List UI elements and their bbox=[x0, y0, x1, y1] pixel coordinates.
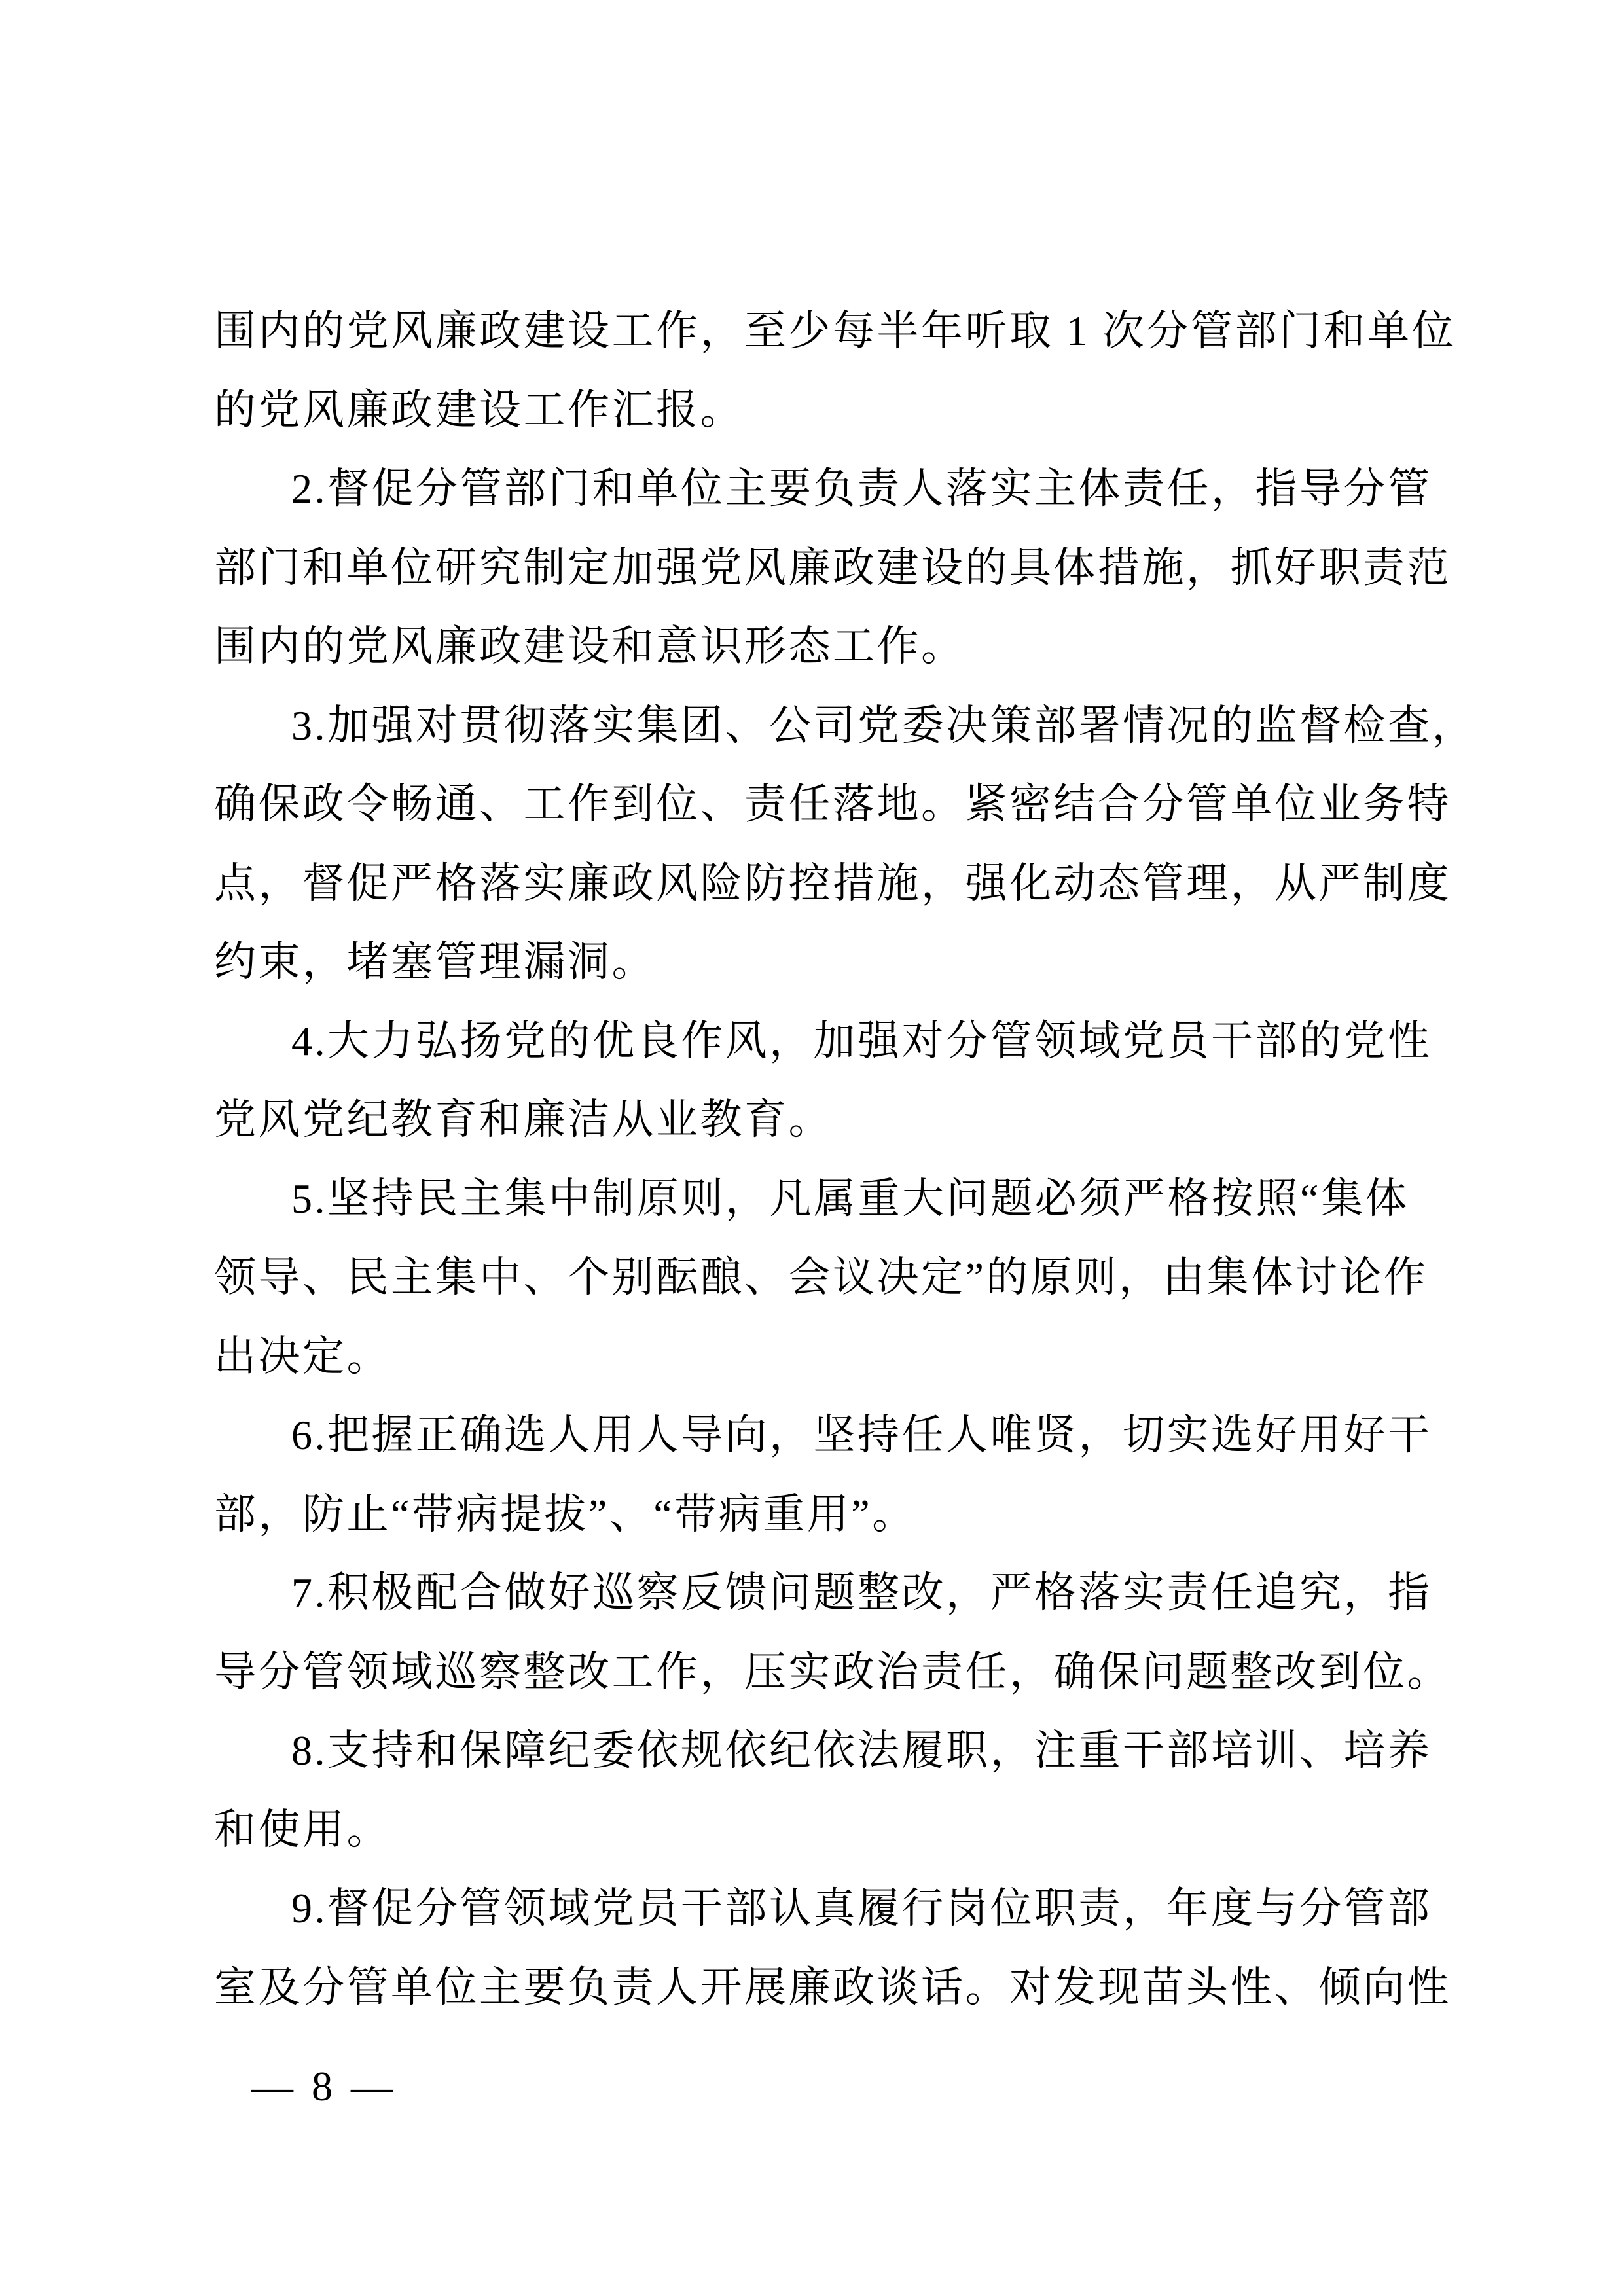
text-line: 4.大力弘扬党的优良作风，加强对分管领域党员干部的党性 bbox=[291, 1017, 1432, 1064]
text-line: 点，督促严格落实廉政风险防控措施，强化动态管理，从严制度 bbox=[214, 859, 1451, 906]
text-line: 导分管领域巡察整改工作，压实政治责任，确保问题整改到位。 bbox=[214, 1648, 1451, 1695]
text-line: 围内的党风廉政建设和意识形态工作。 bbox=[214, 623, 965, 670]
text-line: 6.把握正确选人用人导向，坚持任人唯贤，切实选好用好干 bbox=[291, 1412, 1432, 1458]
text-line: 室及分管单位主要负责人开展廉政谈话。对发现苗头性、倾向性 bbox=[214, 1964, 1451, 2011]
text-line: 确保政令畅通、工作到位、责任落地。紧密结合分管单位业务特 bbox=[214, 781, 1451, 827]
document-body bbox=[214, 292, 1476, 2027]
text-line: 和使用。 bbox=[214, 1806, 391, 1853]
text-line: 9.督促分管领域党员干部认真履行岗位职责，年度与分管部 bbox=[291, 1885, 1432, 1931]
text-line: 3.加强对贯彻落实集团、公司党委决策部署情况的监督检查， bbox=[291, 702, 1476, 749]
text-line: 党风党纪教育和廉洁从业教育。 bbox=[214, 1096, 833, 1143]
text-line: 领导、民主集中、个别酝酿、会议决定”的原则，由集体讨论作 bbox=[214, 1254, 1428, 1300]
text-line: 7.积极配合做好巡察反馈问题整改，严格落实责任追究，指 bbox=[291, 1570, 1432, 1616]
text-line: 2.督促分管部门和单位主要负责人落实主体责任，指导分管 bbox=[291, 465, 1432, 512]
text-line: 部，防止“带病提拔”、“带病重用”。 bbox=[214, 1490, 916, 1537]
text-line: 5.坚持民主集中制原则，凡属重大问题必须严格按照“集体 bbox=[291, 1175, 1409, 1222]
text-line: 的党风廉政建设工作汇报。 bbox=[214, 386, 744, 433]
text-line: 8.支持和保障纪委依规依纪依法履职，注重干部培训、培养 bbox=[291, 1727, 1432, 1774]
text-line: 出决定。 bbox=[214, 1333, 391, 1380]
page-number: — 8 — bbox=[251, 2063, 397, 2109]
text-line: 部门和单位研究制定加强党风廉政建设的具体措施，抓好职责范 bbox=[214, 544, 1451, 591]
text-line: 约束，堵塞管理漏洞。 bbox=[214, 939, 656, 985]
text-line: 围内的党风廉政建设工作，至少每半年听取 1 次分管部门和单位 bbox=[214, 308, 1456, 354]
